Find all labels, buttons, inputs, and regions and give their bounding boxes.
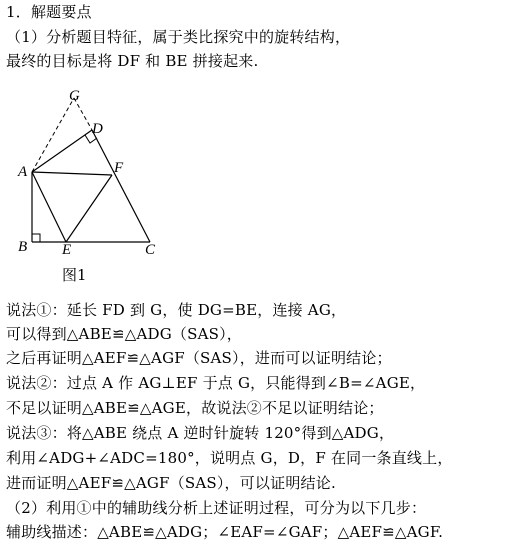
right-angle-b [32, 234, 40, 242]
label-c: C [145, 242, 156, 258]
label-g: G [69, 88, 80, 104]
text-line-5: 不足以证明△ABE≌△AGE，故说法②不足以证明结论； [6, 399, 384, 417]
line-dc [92, 130, 150, 242]
line-ef [66, 175, 112, 242]
line-af [32, 172, 112, 175]
figure-caption: 图1 [62, 266, 87, 284]
text-line-3: 之后再证明△AEF≌△AGF（SAS），进而可以证明结论； [6, 349, 392, 367]
text-line-10: 辅助线描述：△ABE≌△ADG；∠EAF=∠GAF；△AEF≌△AGF. [6, 523, 444, 541]
text-line-6: 说法③：将△ABE 绕点 A 逆时针旋转 120°得到△ADG， [6, 424, 395, 442]
label-b: B [18, 239, 28, 255]
text-line-7: 利用∠ADG+∠ADC=180°，说明点 G，D，F 在同一条直线上， [6, 449, 453, 467]
text-line-4: 说法②：过点 A 作 AG⊥EF 于点 G，只能得到∠B=∠AGE， [6, 374, 426, 392]
label-a: A [18, 164, 28, 180]
text-line-1: 说法①：延长 FD 到 G，使 DG=BE，连接 AG， [6, 301, 347, 319]
geometry-figure [0, 88, 200, 288]
heading: 1．解题要点 [6, 3, 92, 21]
line-ad [32, 130, 92, 172]
intro-line-2: 最终的目标是将 DF 和 BE 拼接起来. [6, 52, 259, 70]
figure-svg [0, 88, 200, 288]
text-line-9: （2）利用①中的辅助线分析上述证明过程，可分为以下几步： [6, 499, 427, 517]
dashed-line-ag [32, 98, 74, 172]
text-line-2: 可以得到△ABE≌△ADG（SAS）， [6, 325, 242, 343]
label-f: F [114, 160, 124, 176]
label-e: E [62, 242, 72, 258]
text-line-8: 进而证明△AEF≌△AGF（SAS），可以证明结论. [6, 474, 336, 492]
label-d: D [92, 121, 103, 137]
line-ae [32, 172, 66, 242]
intro-line-1: （1）分析题目特征，属于类比探究中的旋转结构， [6, 28, 351, 46]
